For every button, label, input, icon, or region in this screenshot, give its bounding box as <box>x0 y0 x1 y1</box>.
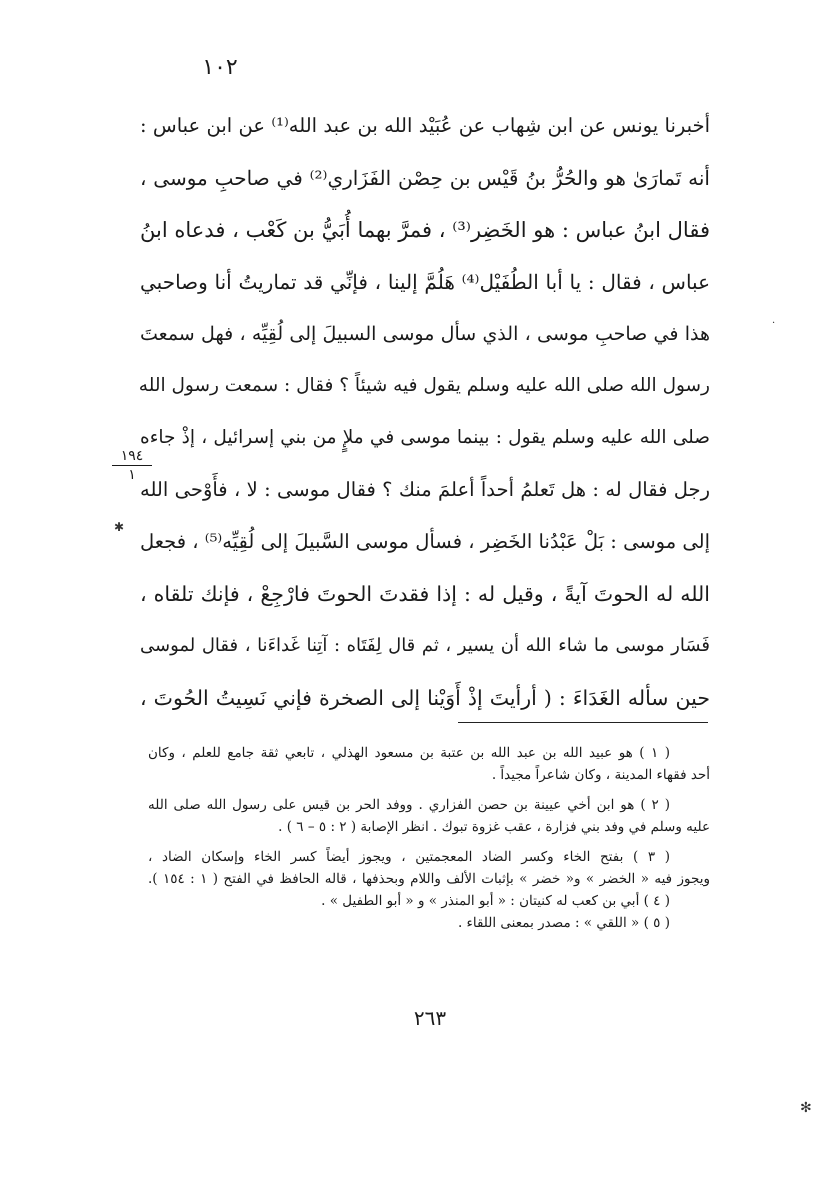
footnote-1 <box>148 742 710 786</box>
text-line: فَسَار موسى ما شاء الله أن يسير ، ثم قال لِفَتَاه : آتِنا غَداءَنا ، فقال لموسى <box>140 635 710 656</box>
text-line: أخبرنا يونس عن ابن شِهاب عن عُبَيْد الله بن عبد الله⁽¹⁾ عن ابن عباس : <box>140 114 710 137</box>
main-text <box>140 100 710 724</box>
footnote-line: ( ٢ ) هو ابن أخي عيينة بن حصن الفزاري . ووفد الحر بن قيس على رسول الله صلى الله <box>148 797 670 813</box>
text-line: الله له الحوتَ آيةً ، وقيل له : إذا فقدتَ الحوتَ فارْجِعْ ، فإنك تلقاه ، <box>140 582 710 606</box>
footnotes <box>148 742 710 934</box>
text-line: إلى موسى : بَلْ عَبْدُنا الخَضِر ، فسأل موسى السَّبيلَ إلى لُقِيِّه⁽⁵⁾ ، فجعل <box>140 530 710 553</box>
text-line: حين سأله الغَدَاءَ : ( أرأيتَ إذْ أَوَيْنا إلى الصخرة فإني نَسِيتُ الحُوتَ ، <box>140 686 710 710</box>
text-line: رسول الله صلى الله عليه وسلم يقول فيه شيئاً ؟ فقال : سمعت رسول الله <box>138 375 710 396</box>
text-line: أنه تَمارَىٰ هو والحُرُّ بنُ قَيْس بن حِصْن الفَزَاري⁽²⁾ في صاحبِ موسى ، <box>140 166 710 190</box>
footnote-2 <box>148 794 710 838</box>
footnote-separator <box>458 722 708 723</box>
footnote-3 <box>148 846 710 890</box>
text-line: عباس ، فقال : يا أبا الطُفَيْل⁽⁴⁾ هَلُمَّ إلينا ، فإنِّي قد تماريتُ أنا وصاحبي <box>140 270 711 294</box>
text-line: فقال ابنُ عباس : هو الخَضِر⁽³⁾ ، فمرَّ بهما أُبَيُّ بن كَعْب ، فدعاه ابنُ <box>140 218 710 242</box>
footnote-line: ( ٣ ) بفتح الخاء وكسر الضاد المعجمتين ، ويجوز أيضاً كسر الخاء وإسكان الضاد ، <box>148 849 670 865</box>
margin-asterisk-icon: ✱ <box>114 520 125 534</box>
text-line: هذا في صاحبِ موسى ، الذي سأل موسى السبيلَ إلى لُقِيِّه ، فهل سمعتَ <box>140 323 710 345</box>
footnote-line: ويجوز فيه « الخضر » و« خضر » بإثبات الألف واللام وبحذفها ، قاله الحافظ في الفتح ( ١ : ١٥٤ ). <box>148 871 710 887</box>
footnote-line: ( ٥ ) « اللقي » : مصدر بمعنى اللقاء . <box>457 915 670 931</box>
margin-reference <box>112 448 152 483</box>
footnote-line: عليه وسلم في وفد بني فزارة ، عقب غزوة تبوك . انظر الإصابة ( ٢ : ٥ – ٦ ) . <box>278 819 710 835</box>
footnote-line: ( ١ ) هو عبيد الله بن عبد الله بن عتبة بن مسعود الهذلي ، تابعي ثقة جامع للعلم ، وكان <box>148 745 670 761</box>
text-line: رجل فقال له : هل تَعلمُ أحداً أعلمَ منك ؟ فقال موسى : لا ، فأَوْحى الله <box>140 478 710 501</box>
text-line: صلى الله عليه وسلم يقول : بينما موسى في ملإٍ من بني إسرائيل ، إذْ جاءه <box>140 427 710 448</box>
footnote-line: ( ٤ ) أبي بن كعب له كنيتان : « أبو المنذر » و « أبو الطفيل » . <box>321 893 670 909</box>
margin-reference-bottom: ١ <box>128 467 136 483</box>
footnote-5 <box>148 912 710 934</box>
page-number-bottom: ٢٦٣ <box>413 1006 447 1030</box>
page-number-top: ١٠٢ <box>202 55 238 80</box>
page-speck-icon: ✻ <box>800 1100 812 1116</box>
margin-dot-icon: · <box>772 318 776 329</box>
margin-reference-top: ١٩٤ <box>112 448 152 466</box>
footnote-line: أحد فقهاء المدينة ، وكان شاعراً مجيداً . <box>491 767 710 783</box>
footnote-4 <box>148 890 710 912</box>
